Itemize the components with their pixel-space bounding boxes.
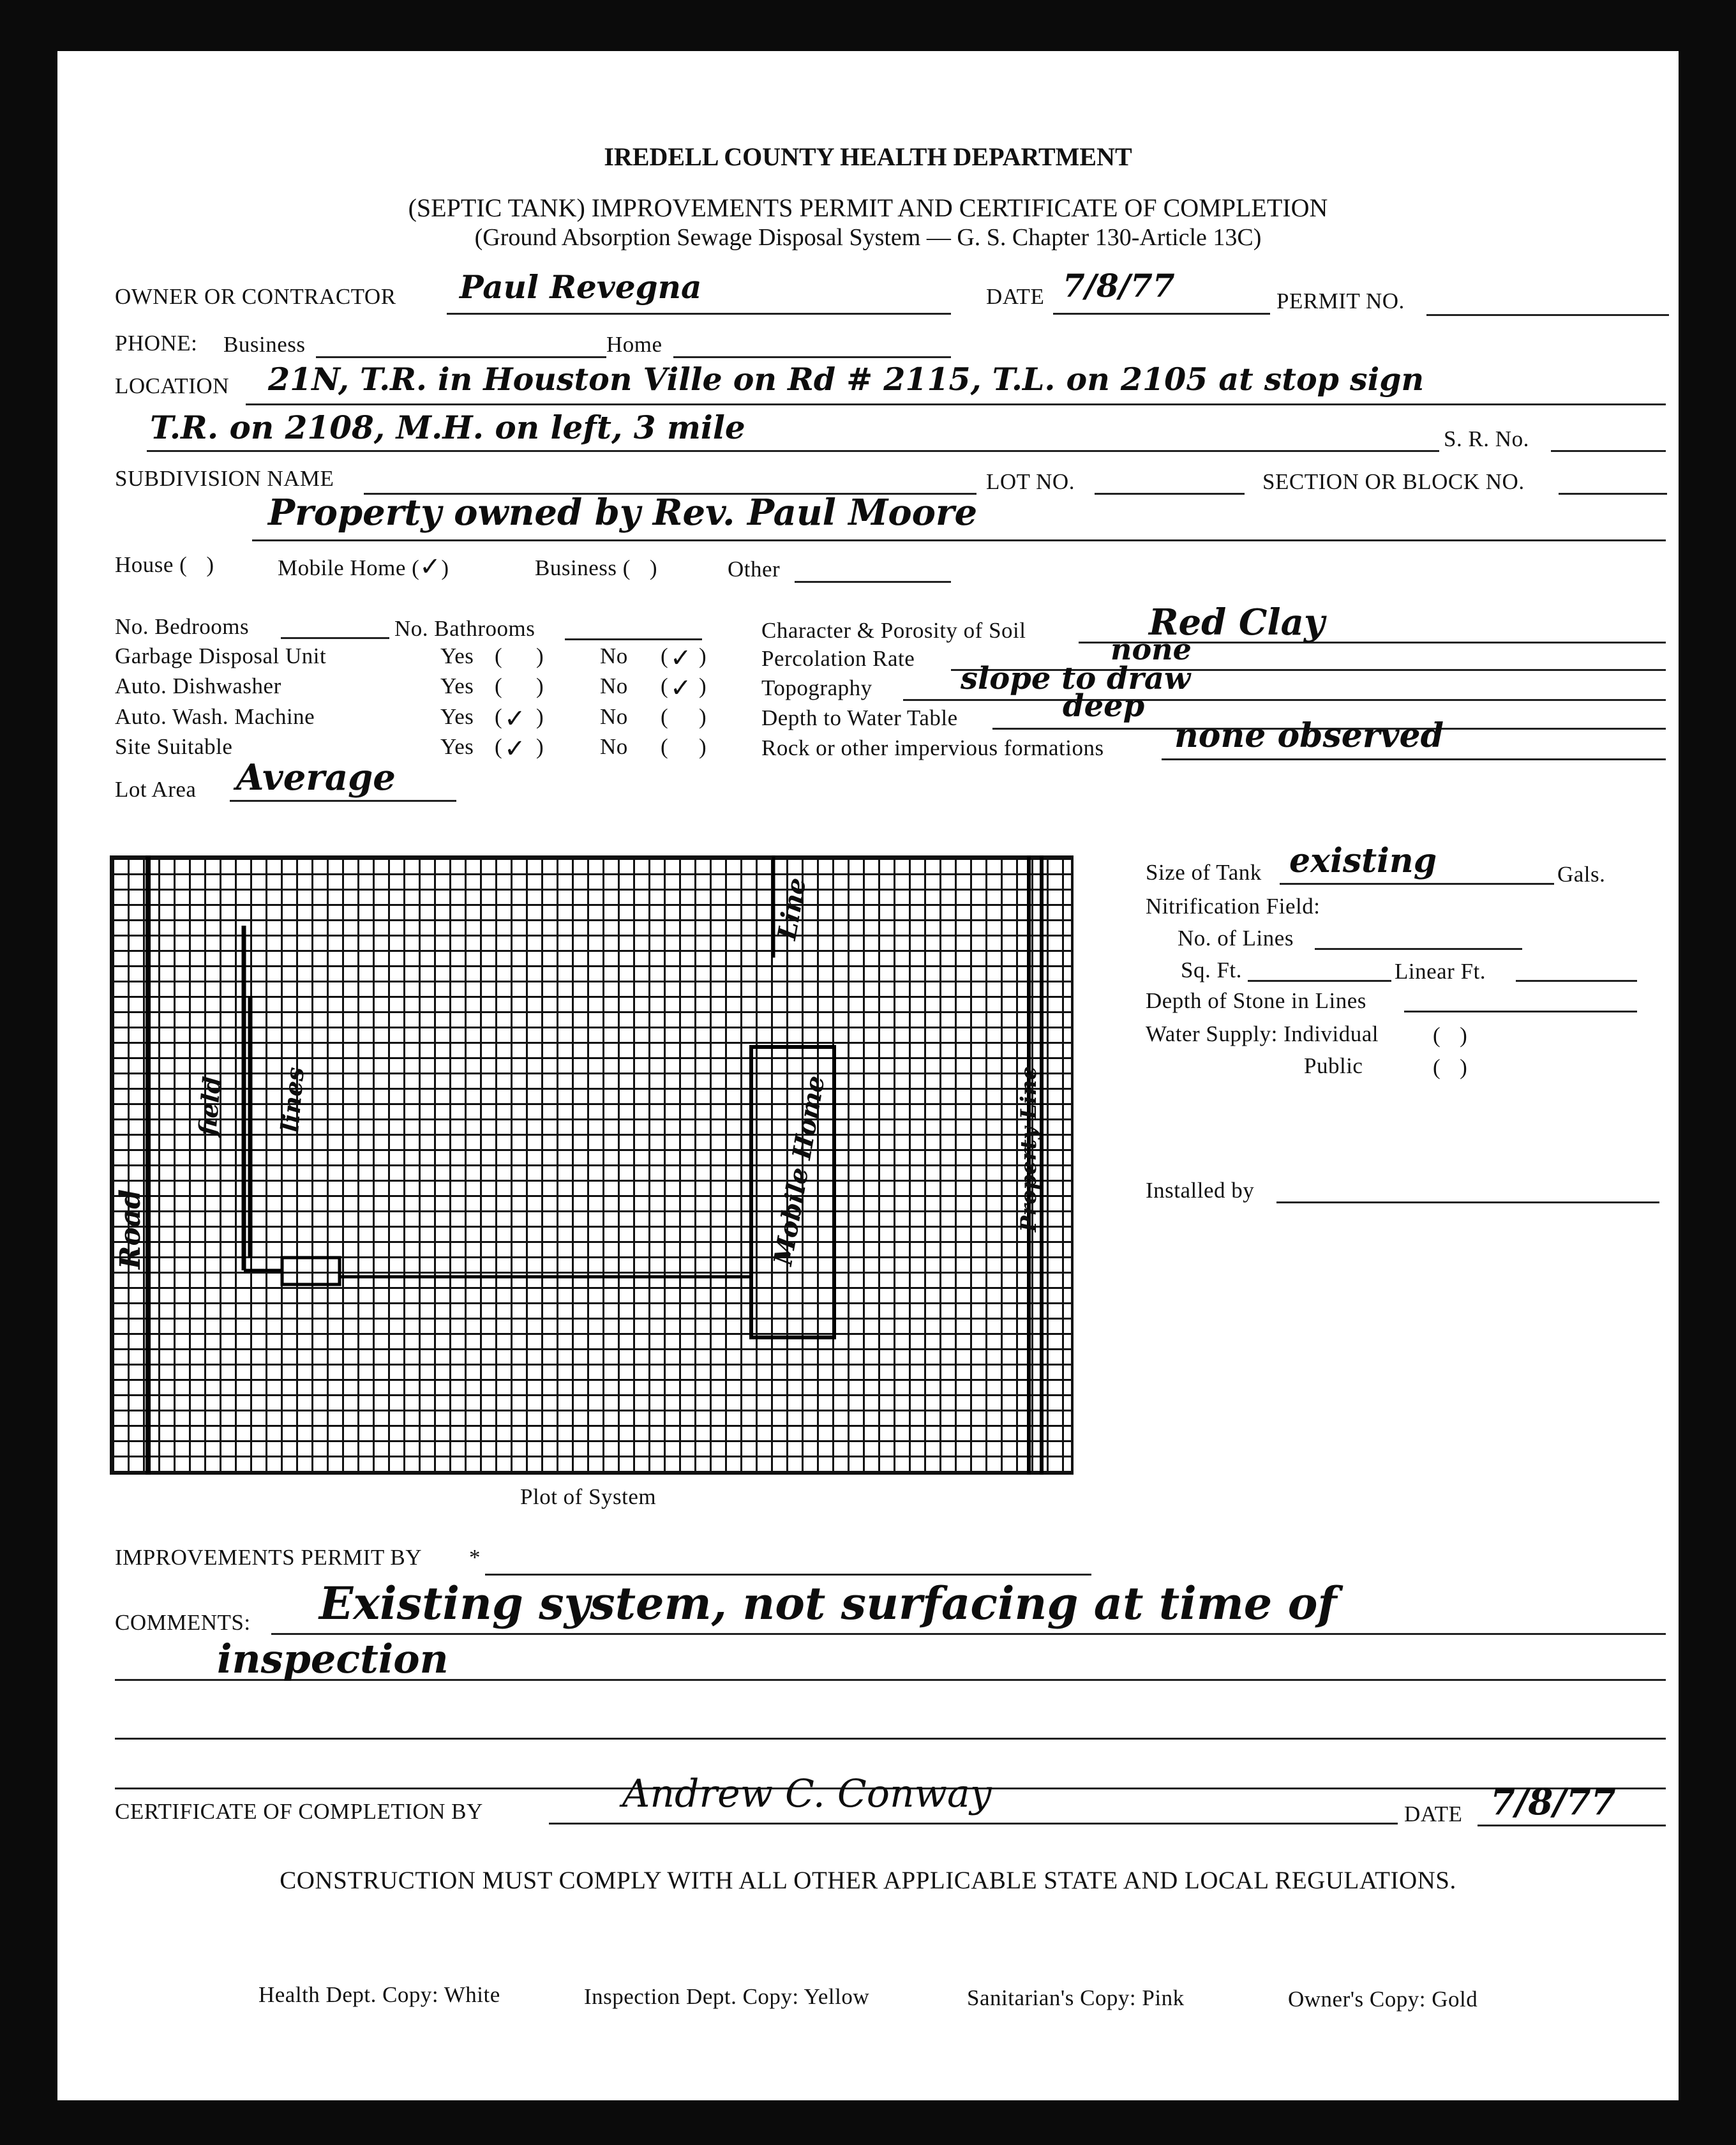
lot-area-label: Lot Area <box>115 777 197 802</box>
date-value: 7/8/77 <box>1063 267 1175 305</box>
certificate-line <box>549 1823 1398 1825</box>
water-table-label: Depth to Water Table <box>761 705 958 730</box>
water-supply-label: Water Supply: Individual <box>1146 1021 1379 1046</box>
owner-value: Paul Revegna <box>460 268 702 306</box>
certificate-date-value: 7/8/77 <box>1490 1781 1616 1823</box>
subdivision-note: Property owned by Rev. Paul Moore <box>268 492 978 534</box>
lines-line <box>1315 948 1522 950</box>
location-line-2 <box>147 450 1439 452</box>
permit-by-mark: * <box>469 1545 481 1570</box>
bathrooms-line <box>565 638 702 640</box>
copy-owner: Owner's Copy: Gold <box>1288 1987 1478 2012</box>
form-subtitle: (Ground Absorption Sewage Disposal System — G. S. Chapter 130-Article 13C) <box>474 224 1262 251</box>
linear-label: Linear Ft. <box>1395 959 1486 984</box>
permit-by-line <box>485 1574 1091 1576</box>
installed-label: Installed by <box>1146 1178 1255 1203</box>
house-option[interactable]: House ( ) <box>115 552 214 577</box>
feature-yes-open: ( <box>495 644 503 668</box>
certificate-label: CERTIFICATE OF COMPLETION BY <box>115 1799 483 1824</box>
subdivision-label: SUBDIVISION NAME <box>115 466 334 491</box>
mobile-home-option[interactable]: Mobile Home (✓) <box>278 552 449 582</box>
percolation-label: Percolation Rate <box>761 646 915 671</box>
feature-yes-label: Yes <box>440 674 474 698</box>
feature-no-label: No <box>600 674 628 698</box>
feature-label: Site Suitable <box>115 734 233 759</box>
plot-field-label-2: lines <box>275 1065 310 1134</box>
feature-no-label: No <box>600 734 628 759</box>
lot-area-value: Average <box>236 756 396 799</box>
topography-label: Topography <box>761 675 872 700</box>
location-value-2: T.R. on 2108, M.H. on left, 3 mile <box>150 409 745 446</box>
feature-no-close: ) <box>699 674 707 698</box>
permit-no-label: PERMIT NO. <box>1276 289 1405 313</box>
feature-yes-open: ( <box>495 734 503 759</box>
rock-label: Rock or other impervious formations <box>761 735 1104 760</box>
water-public-label: Public <box>1304 1053 1363 1078</box>
feature-yes-close: ) <box>536 704 544 729</box>
comments-value-1: Existing system, not surfacing at time of <box>319 1577 1337 1630</box>
sqft-line <box>1248 980 1391 982</box>
percolation-value: none <box>1111 632 1192 666</box>
feature-yes-close: ) <box>536 644 544 668</box>
lines-label: No. of Lines <box>1178 926 1294 951</box>
feature-yes-label: Yes <box>440 734 474 759</box>
lot-no-label: LOT NO. <box>986 469 1075 494</box>
mobile-home-check: ✓ <box>419 552 442 582</box>
date-label: DATE <box>986 284 1045 309</box>
location-label: LOCATION <box>115 373 229 398</box>
feature-no-open: ( <box>661 704 669 729</box>
location-line-1 <box>246 403 1666 405</box>
sr-no-label: S. R. No. <box>1444 426 1529 451</box>
phone-home-label: Home <box>606 332 662 357</box>
water-individual-box[interactable]: ( ) <box>1433 1023 1468 1048</box>
permit-no-line <box>1426 314 1669 316</box>
feature-yes-open: ( <box>495 704 503 729</box>
other-line <box>795 581 951 583</box>
feature-no-close: ) <box>699 734 707 759</box>
plot-mobile-home-label: Mobile Home <box>768 1073 831 1268</box>
section-line <box>1559 493 1667 495</box>
comments-line-1 <box>271 1633 1666 1635</box>
feature-no-close: ) <box>699 704 707 729</box>
location-value-1: 21N, T.R. in Houston Ville on Rd # 2115, T.L. on 2105 at stop sign <box>268 361 1425 398</box>
feature-no-label: No <box>600 704 628 729</box>
feature-yes-check[interactable]: ✓ <box>504 734 527 764</box>
sr-no-line <box>1551 450 1666 452</box>
plot-property-line-label: Property Line <box>1015 1066 1042 1232</box>
sqft-label: Sq. Ft. <box>1181 958 1242 982</box>
date-line <box>1053 313 1270 315</box>
feature-label: Garbage Disposal Unit <box>115 644 327 668</box>
owner-line <box>447 313 951 315</box>
feature-no-close: ) <box>699 644 707 668</box>
plot-line-left-label: Line <box>772 875 812 942</box>
comments-label: COMMENTS: <box>115 1610 251 1635</box>
owner-label: OWNER OR CONTRACTOR <box>115 284 396 309</box>
feature-no-check[interactable]: ✓ <box>670 674 692 703</box>
feature-yes-close: ) <box>536 734 544 759</box>
subdivision-note-line <box>252 539 1666 541</box>
form-title: (SEPTIC TANK) IMPROVEMENTS PERMIT AND CERTIFICATE OF COMPLETION <box>408 193 1328 222</box>
certificate-signature: Andrew C. Conway <box>622 1772 992 1816</box>
nitrification-label: Nitrification Field: <box>1146 894 1321 919</box>
plot-caption: Plot of System <box>520 1484 657 1509</box>
topography-line <box>903 699 1666 701</box>
rock-value: none observed <box>1174 716 1444 755</box>
lot-no-line <box>1095 493 1245 495</box>
bedrooms-line <box>281 637 389 639</box>
copy-inspection: Inspection Dept. Copy: Yellow <box>584 1984 870 2009</box>
gals-label: Gals. <box>1557 862 1606 887</box>
feature-yes-label: Yes <box>440 644 474 668</box>
business-option[interactable]: Business ( ) <box>535 555 658 580</box>
installed-line <box>1276 1201 1659 1203</box>
topography-value: slope to draw <box>961 661 1191 696</box>
feature-no-label: No <box>600 644 628 668</box>
phone-business-line <box>316 356 606 358</box>
feature-no-check[interactable]: ✓ <box>670 644 692 673</box>
bathrooms-label: No. Bathrooms <box>394 616 535 641</box>
department-title: IREDELL COUNTY HEALTH DEPARTMENT <box>604 142 1132 171</box>
tank-size-line <box>1280 883 1554 885</box>
feature-yes-open: ( <box>495 674 503 698</box>
copy-sanitarian: Sanitarian's Copy: Pink <box>967 1985 1185 2010</box>
feature-no-open: ( <box>661 674 669 698</box>
permit-by-label: IMPROVEMENTS PERMIT BY <box>115 1545 422 1570</box>
stone-line <box>1404 1011 1637 1012</box>
comments-value-2: inspection <box>217 1636 449 1682</box>
feature-label: Auto. Dishwasher <box>115 674 281 698</box>
soil-character-value: Red Clay <box>1149 601 1325 644</box>
water-table-value: deep <box>1063 688 1145 724</box>
phone-label: PHONE: <box>115 331 198 356</box>
stone-label: Depth of Stone in Lines <box>1146 988 1366 1013</box>
phone-business-label: Business <box>223 332 306 357</box>
plot-drawing <box>110 855 1074 1475</box>
copy-health: Health Dept. Copy: White <box>258 1982 500 2007</box>
certificate-date-line <box>1478 1825 1666 1826</box>
bedrooms-label: No. Bedrooms <box>115 614 250 639</box>
feature-label: Auto. Wash. Machine <box>115 704 315 729</box>
tank-size-label: Size of Tank <box>1146 860 1262 885</box>
rock-line <box>1162 758 1666 760</box>
lot-area-line <box>230 800 456 802</box>
feature-no-open: ( <box>661 644 669 668</box>
comments-line-3 <box>115 1738 1666 1740</box>
tank-size-value: existing <box>1289 841 1437 880</box>
phone-home-line <box>673 356 951 358</box>
section-label: SECTION OR BLOCK NO. <box>1262 469 1525 494</box>
water-public-box[interactable]: ( ) <box>1433 1055 1468 1080</box>
feature-yes-label: Yes <box>440 704 474 729</box>
other-label: Other <box>728 557 781 582</box>
compliance-notice: CONSTRUCTION MUST COMPLY WITH ALL OTHER APPLICABLE STATE AND LOCAL REGULATIONS. <box>280 1867 1456 1894</box>
linear-line <box>1516 980 1637 982</box>
feature-yes-check[interactable]: ✓ <box>504 704 527 734</box>
plot-sketch <box>110 855 1074 1475</box>
plot-field-label-1: field <box>192 1075 227 1137</box>
soil-character-label: Character & Porosity of Soil <box>761 618 1026 643</box>
plot-road-label: Road <box>114 1189 147 1270</box>
certificate-date-label: DATE <box>1404 1802 1463 1826</box>
feature-no-open: ( <box>661 734 669 759</box>
feature-yes-close: ) <box>536 674 544 698</box>
